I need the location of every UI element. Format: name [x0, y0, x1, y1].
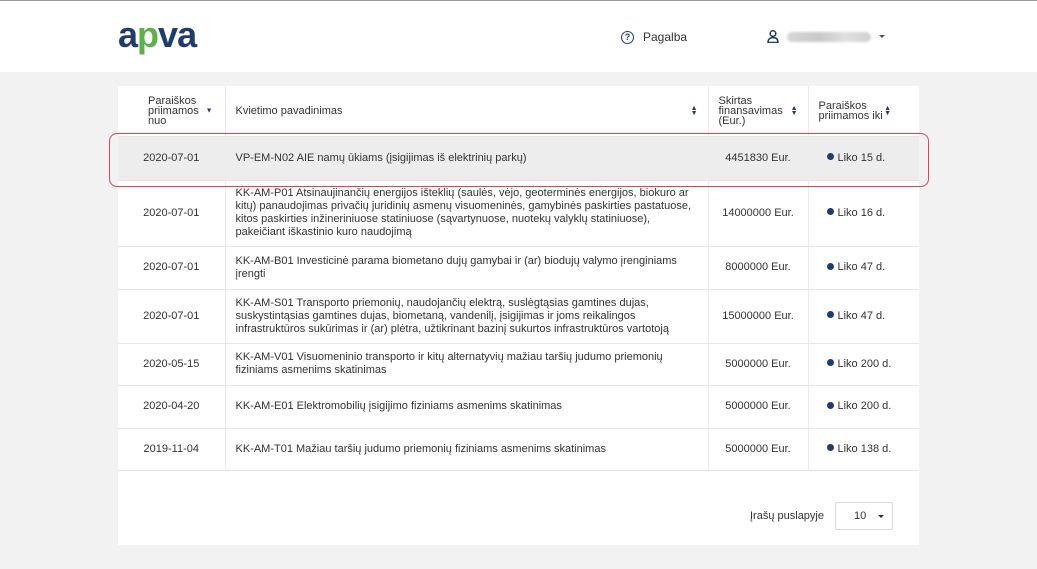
page-size-select[interactable]	[835, 502, 893, 530]
caret-down-icon	[878, 515, 884, 518]
caret-down-icon	[879, 35, 885, 38]
page-size-control	[750, 502, 893, 530]
apva-logo[interactable]: apva	[118, 14, 197, 55]
clock-icon	[827, 153, 834, 160]
cell-title[interactable]: KK-AM-V01 Visuomeninio transporto ir kitų alternatyvių mažiau taršių judumo priemonių fiziniams asmenims skatinimas	[225, 343, 708, 385]
clock-icon	[827, 311, 834, 318]
table-row[interactable]	[118, 428, 919, 470]
cell-amount: 15000000 Eur.	[708, 289, 808, 343]
table-row[interactable]	[118, 385, 919, 428]
help-link[interactable]	[621, 30, 687, 44]
clock-icon	[827, 402, 834, 409]
cell-date: 2020-07-01	[118, 136, 225, 180]
header	[0, 1, 1037, 72]
cell-date: 2020-07-01	[118, 180, 225, 246]
cell-remaining: Liko 200 d.	[808, 343, 919, 385]
cell-title[interactable]: KK-AM-E01 Elektromobilių įsigijimo fiziniams asmenims skatinimas	[225, 385, 708, 428]
cell-title[interactable]: KK-AM-P01 Atsinaujinančių energijos išteklių (saulės, vėjo, geoterminės energijos, biokuro ar kitų) panaudojimas privačių juridinių asmenų visuomeninės, gamybinės paskirties pastatuose, kitos paskirties inžineriniuose statiniuose (sąvartynuose, nuotekų valyklų statiniuose), pakeičiant iškastinio kuro naudojimą	[225, 180, 708, 246]
question-circle-icon: ?	[621, 31, 634, 44]
column-header-open-until[interactable]: Paraiškos priimamos iki ▲ ▼	[808, 86, 919, 136]
cell-amount: 5000000 Eur.	[708, 385, 808, 428]
cell-date: 2020-07-01	[118, 289, 225, 343]
calls-table	[118, 86, 919, 471]
page-size-value: 10	[854, 510, 867, 522]
cell-date: 2019-11-04	[118, 428, 225, 470]
column-header-open-from[interactable]: Paraiškos priimamos nuo ▼	[118, 86, 225, 136]
cell-date: 2020-05-15	[118, 343, 225, 385]
help-label: Pagalba	[643, 30, 688, 44]
clock-icon	[827, 359, 834, 366]
clock-icon	[827, 444, 834, 451]
user-menu[interactable]	[767, 30, 885, 43]
clock-icon	[827, 208, 834, 215]
sort-both-icon[interactable]: ▲ ▼	[884, 104, 891, 117]
cell-date: 2020-04-20	[118, 385, 225, 428]
sort-desc-icon[interactable]: ▼	[205, 107, 213, 115]
cell-remaining: Liko 47 d.	[808, 289, 919, 343]
table-row[interactable]	[118, 246, 919, 289]
calls-table-card	[118, 86, 919, 545]
cell-amount: 5000000 Eur.	[708, 428, 808, 470]
cell-date: 2020-07-01	[118, 246, 225, 289]
user-icon	[767, 30, 779, 43]
cell-amount: 4451830 Eur.	[708, 136, 808, 180]
cell-remaining: Liko 138 d.	[808, 428, 919, 470]
clock-icon	[827, 263, 834, 270]
column-header-title[interactable]: Kvietimo pavadinimas ▲ ▼	[225, 86, 708, 136]
cell-amount: 8000000 Eur.	[708, 246, 808, 289]
cell-remaining: Liko 16 d.	[808, 180, 919, 246]
cell-title[interactable]: KK-AM-S01 Transporto priemonių, naudojančių elektrą, suslėgtąsias gamtines dujas, suskystintąsias gamtines dujas, biometaną, vandenilį, įsigijimas ir joms reikalingos infrastruktūros sukūrimas ir (ar) plėtra, užtikrinant bazinį sukurtos infrastruktūros vartotoją	[225, 289, 708, 343]
cell-remaining: Liko 15 d.	[808, 136, 919, 180]
user-name-blurred	[787, 32, 871, 42]
column-header-funding[interactable]: Skirtas finansavimas (Eur.) ▲ ▼	[708, 86, 808, 136]
sort-both-icon[interactable]: ▲ ▼	[690, 104, 698, 117]
table-row[interactable]	[118, 136, 919, 180]
cell-amount: 5000000 Eur.	[708, 343, 808, 385]
sort-both-icon[interactable]: ▲ ▼	[790, 104, 798, 117]
table-row[interactable]	[118, 289, 919, 343]
cell-amount: 14000000 Eur.	[708, 180, 808, 246]
table-row[interactable]	[118, 343, 919, 385]
cell-remaining: Liko 200 d.	[808, 385, 919, 428]
cell-remaining: Liko 47 d.	[808, 246, 919, 289]
table-header-row	[118, 86, 919, 136]
cell-title[interactable]: KK-AM-B01 Investicinė parama biometano dujų gamybai ir (ar) biodujų valymo įrenginiams įrengti	[225, 246, 708, 289]
cell-title[interactable]: VP-EM-N02 AIE namų ūkiams (įsigijimas iš elektrinių parkų)	[225, 136, 708, 180]
cell-title[interactable]: KK-AM-T01 Mažiau taršių judumo priemonių fiziniams asmenims skatinimas	[225, 428, 708, 470]
table-row[interactable]	[118, 180, 919, 246]
page-size-label: Įrašų puslapyje	[750, 510, 824, 522]
